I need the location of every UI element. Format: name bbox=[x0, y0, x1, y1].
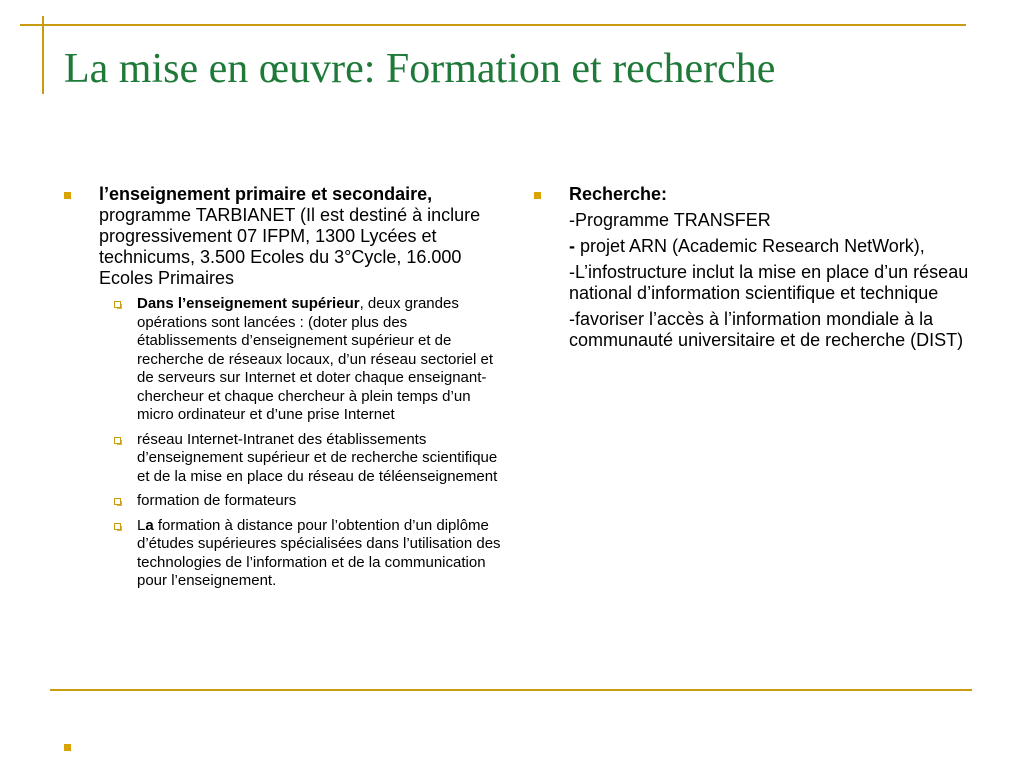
top-rule bbox=[20, 24, 966, 26]
sub-bullet-distance bbox=[64, 517, 504, 591]
bullet-primary-secondary bbox=[64, 184, 504, 289]
recherche-heading: Recherche: bbox=[569, 184, 668, 204]
hollow-square-bullet-icon bbox=[114, 523, 121, 530]
right-column bbox=[534, 184, 974, 351]
sub-bullet-text: réseau Internet-Intranet des établissements d’enseignement supérieur et de recherche scientifique et de la mise en place du réseau de téléenseignement bbox=[137, 430, 498, 485]
bullet-text: programme TARBIANET (Il est destiné à inclure progressivement 07 IFPM, 1300 Lycées et technicums, 3.500 Ecoles du 3°Cycle, 16.000 Ecoles Primaires bbox=[99, 205, 481, 288]
bullet-recherche bbox=[534, 184, 974, 205]
recherche-item-dash: - bbox=[569, 236, 580, 256]
sub-bullet-text: formation à distance pour l’obtention d’un diplôme d’études supérieures spécialisées dans l’utilisation des technologies de l’information et de la communication pour l’enseignement. bbox=[137, 516, 501, 589]
sub-bullet-superieur bbox=[64, 295, 504, 425]
recherche-item-infostructure: -L’infostructure inclut la mise en place d’un réseau national d’information scientifique et technique bbox=[569, 262, 969, 303]
left-rule bbox=[42, 16, 44, 94]
left-column bbox=[64, 184, 504, 597]
sub-bullet-text: formation de formateurs bbox=[137, 492, 297, 509]
hollow-square-bullet-icon bbox=[114, 498, 121, 505]
square-bullet-icon bbox=[64, 192, 71, 199]
hollow-square-bullet-icon bbox=[114, 301, 121, 308]
slide-title: La mise en œuvre: Formation et recherche bbox=[64, 46, 776, 92]
recherche-item-text: projet ARN (Academic Research NetWork), bbox=[580, 236, 925, 256]
square-bullet-icon bbox=[64, 744, 71, 751]
sub-bullet-bold-text: Dans l’enseignement supérieur bbox=[137, 295, 360, 312]
square-bullet-icon bbox=[534, 192, 541, 199]
sub-bullet-formateurs bbox=[64, 492, 504, 511]
bullet-bold-text: l’enseignement primaire et secondaire, bbox=[99, 184, 433, 204]
sub-bullet-reseau bbox=[64, 431, 504, 487]
sub-bullet-text: , deux grandes opérations sont lancées : (doter plus des établissements d’enseignement supérieur et de recherche de réseaux locaux, d’un réseau sectoriel et de serveurs sur Internet et doter chaque enseignant-chercheur et chaque chercheur à plein temps d’un micro ordinateur et d’une prise Internet bbox=[137, 295, 494, 423]
recherche-item-transfer: -Programme TRANSFER bbox=[569, 210, 771, 230]
sub-bullet-bold-text: a bbox=[145, 516, 154, 534]
recherche-item-dist: -favoriser l’accès à l’information mondiale à la communauté universitaire et de recherche (DIST) bbox=[569, 309, 964, 350]
sub-bullet-prefix: L bbox=[137, 516, 146, 534]
recherche-item-arn bbox=[534, 236, 974, 257]
hollow-square-bullet-icon bbox=[114, 437, 121, 444]
bottom-rule bbox=[50, 689, 972, 691]
sub-bullet-list bbox=[64, 295, 504, 591]
